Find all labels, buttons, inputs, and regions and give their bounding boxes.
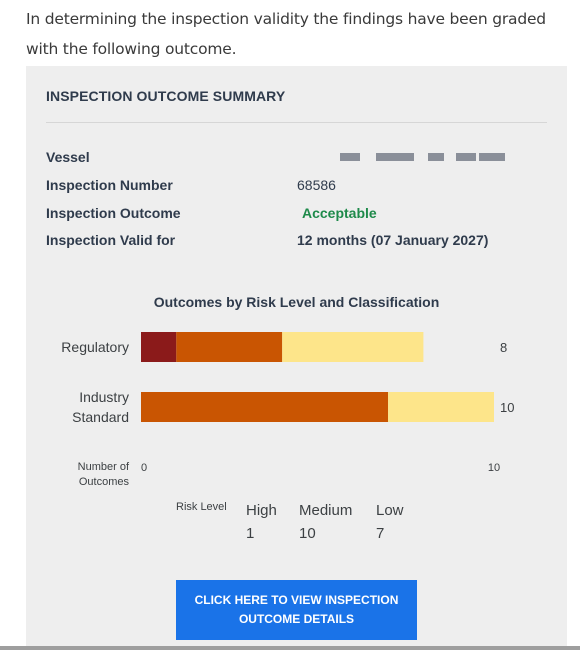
vessel-label: Vessel bbox=[46, 149, 90, 165]
legend-high-count: 1 bbox=[246, 525, 255, 542]
category-label: Industry bbox=[79, 389, 129, 405]
legend-medium-label: Medium bbox=[299, 502, 353, 519]
x-axis-title: Number of bbox=[77, 461, 129, 473]
x-tick-label: 10 bbox=[487, 462, 501, 474]
valid-for-label: Inspection Valid for bbox=[46, 232, 176, 248]
summary-divider bbox=[46, 122, 547, 123]
intro-paragraph: In determining the inspection validity the findings have been graded with the following outcome. bbox=[26, 10, 546, 58]
legend-title: Risk Level bbox=[176, 501, 227, 513]
legend-low-label: Low bbox=[376, 502, 404, 519]
legend-medium-count: 10 bbox=[299, 525, 316, 542]
summary-title: INSPECTION OUTCOME SUMMARY bbox=[46, 88, 286, 104]
category-label: Standard bbox=[72, 409, 129, 425]
legend-low-count: 7 bbox=[376, 525, 385, 542]
x-axis-title: Outcomes bbox=[78, 476, 129, 486]
inspection-number-label: Inspection Number bbox=[46, 177, 173, 193]
bar-medium-industry-standard bbox=[141, 392, 388, 422]
inspection-summary-card bbox=[26, 66, 567, 650]
x-tick-label: 0 bbox=[141, 462, 148, 474]
vessel-name-redacted bbox=[340, 153, 505, 161]
risk-outcomes-chart bbox=[26, 316, 567, 486]
bar-low-industry-standard bbox=[388, 392, 494, 422]
view-inspection-details-button[interactable]: CLICK HERE TO VIEW INSPECTION OUTCOME DETAILS bbox=[176, 580, 417, 640]
bar-total-label: 8 bbox=[500, 340, 508, 355]
bar-high-regulatory bbox=[141, 332, 176, 362]
category-label: Regulatory bbox=[61, 339, 129, 355]
legend-high-label: High bbox=[246, 502, 277, 519]
inspection-number-value: 68586 bbox=[297, 177, 336, 193]
inspection-outcome-value: Acceptable bbox=[302, 205, 377, 221]
bottom-scroll-edge bbox=[0, 646, 580, 650]
bar-medium-regulatory bbox=[176, 332, 282, 362]
chart-title: Outcomes by Risk Level and Classification bbox=[153, 294, 440, 310]
bar-low-regulatory bbox=[282, 332, 423, 362]
bar-total-label: 10 bbox=[500, 400, 515, 415]
valid-for-value: 12 months (07 January 2027) bbox=[297, 232, 489, 248]
inspection-outcome-label: Inspection Outcome bbox=[46, 205, 181, 221]
